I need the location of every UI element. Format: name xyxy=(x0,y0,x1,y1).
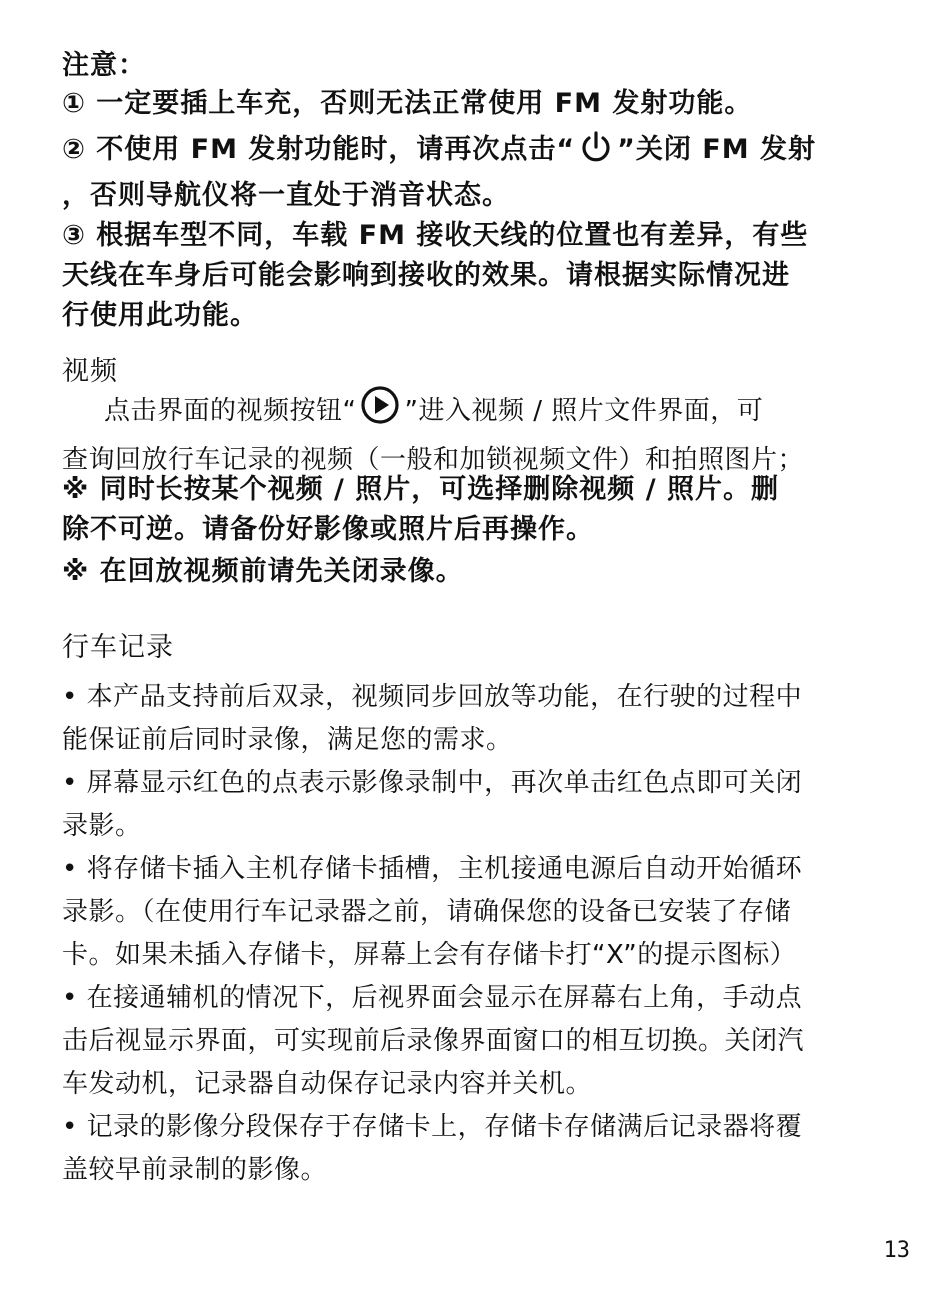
bullet-item xyxy=(62,848,882,977)
bullet-3-line-1: • 将存储卡插入主机存储卡插槽，主机接通电源后自动开始循环 xyxy=(62,854,803,884)
notice-title: 注意： xyxy=(62,50,146,81)
play-icon xyxy=(360,385,400,439)
notice-item-2-line-2: ，否则导航仪将一直处于消音状态。 xyxy=(62,180,510,211)
bullet-3-line-3: 卡。如果未插入存储卡，屏幕上会有存储卡打“X”的提示图标） xyxy=(62,940,797,970)
page-number: 13 xyxy=(883,1238,910,1263)
power-icon xyxy=(579,130,613,176)
video-note-2: ※ 在回放视频前请先关闭录像。 xyxy=(62,556,464,587)
notice-item-3-line-2: 天线在车身后可能会影响到接收的效果。请根据实际情况进 xyxy=(62,260,790,291)
bullet-item xyxy=(62,676,882,762)
bullet-3-line-2: 录影。（在使用行车记录器之前，请确保您的设备已安装了存储 xyxy=(62,897,792,927)
bullet-item xyxy=(62,977,882,1106)
video-note-1-line-1: ※ 同时长按某个视频 / 照片，可选择删除视频 / 照片。删 xyxy=(62,474,779,505)
bullet-4-line-1: • 在接通辅机的情况下，后视界面会显示在屏幕右上角，手动点 xyxy=(62,983,803,1013)
bullet-1-line-2: 能保证前后同时录像，满足您的需求。 xyxy=(62,725,513,755)
video-line-2: 查询回放行车记录的视频（一般和加锁视频文件）和拍照图片； xyxy=(62,445,805,475)
bullet-5-line-2: 盖较早前录制的影像。 xyxy=(62,1155,328,1185)
bullet-4-line-3: 车发动机，记录器自动保存记录内容并关机。 xyxy=(62,1069,593,1099)
recording-heading: 行车记录 xyxy=(62,632,174,663)
notice-item-1: ① 一定要插上车充，否则无法正常使用 FM 发射功能。 xyxy=(62,88,753,119)
video-note-1-line-2: 除不可逆。请备份好影像或照片后再操作。 xyxy=(62,514,594,545)
video-line-1-text-a: 点击界面的视频按钮“ xyxy=(104,396,357,426)
video-heading: 视频 xyxy=(62,356,118,387)
bullet-1-line-1: • 本产品支持前后双录，视频同步回放等功能，在行驶的过程中 xyxy=(62,682,803,712)
bullet-item xyxy=(62,1106,882,1192)
video-description xyxy=(62,385,882,482)
bullet-5-line-1: • 记录的影像分段保存于存储卡上，存储卡存储满后记录器将覆 xyxy=(62,1112,803,1142)
recording-bullets xyxy=(62,676,882,1192)
bullet-2-line-1: • 屏幕显示红色的点表示影像录制中，再次单击红色点即可关闭 xyxy=(62,768,803,798)
notice-item-2 xyxy=(62,130,882,176)
bullet-item xyxy=(62,762,882,848)
video-notes xyxy=(62,470,882,592)
notice-item-3-line-3: 行使用此功能。 xyxy=(62,300,258,331)
notice-section xyxy=(62,46,882,336)
notice-item-2-text-b: ”关闭 FM 发射 xyxy=(617,134,816,165)
notice-item-3-line-1: ③ 根据车型不同，车载 FM 接收天线的位置也有差异，有些 xyxy=(62,220,809,251)
notice-item-2-text-a: ② 不使用 FM 发射功能时，请再次点击“ xyxy=(62,134,576,165)
bullet-4-line-2: 击后视显示界面，可实现前后录像界面窗口的相互切换。关闭汽 xyxy=(62,1026,805,1056)
bullet-2-line-2: 录影。 xyxy=(62,811,142,841)
video-line-1 xyxy=(62,385,882,439)
video-line-1-text-b: ”进入视频 / 照片文件界面，可 xyxy=(404,396,764,426)
